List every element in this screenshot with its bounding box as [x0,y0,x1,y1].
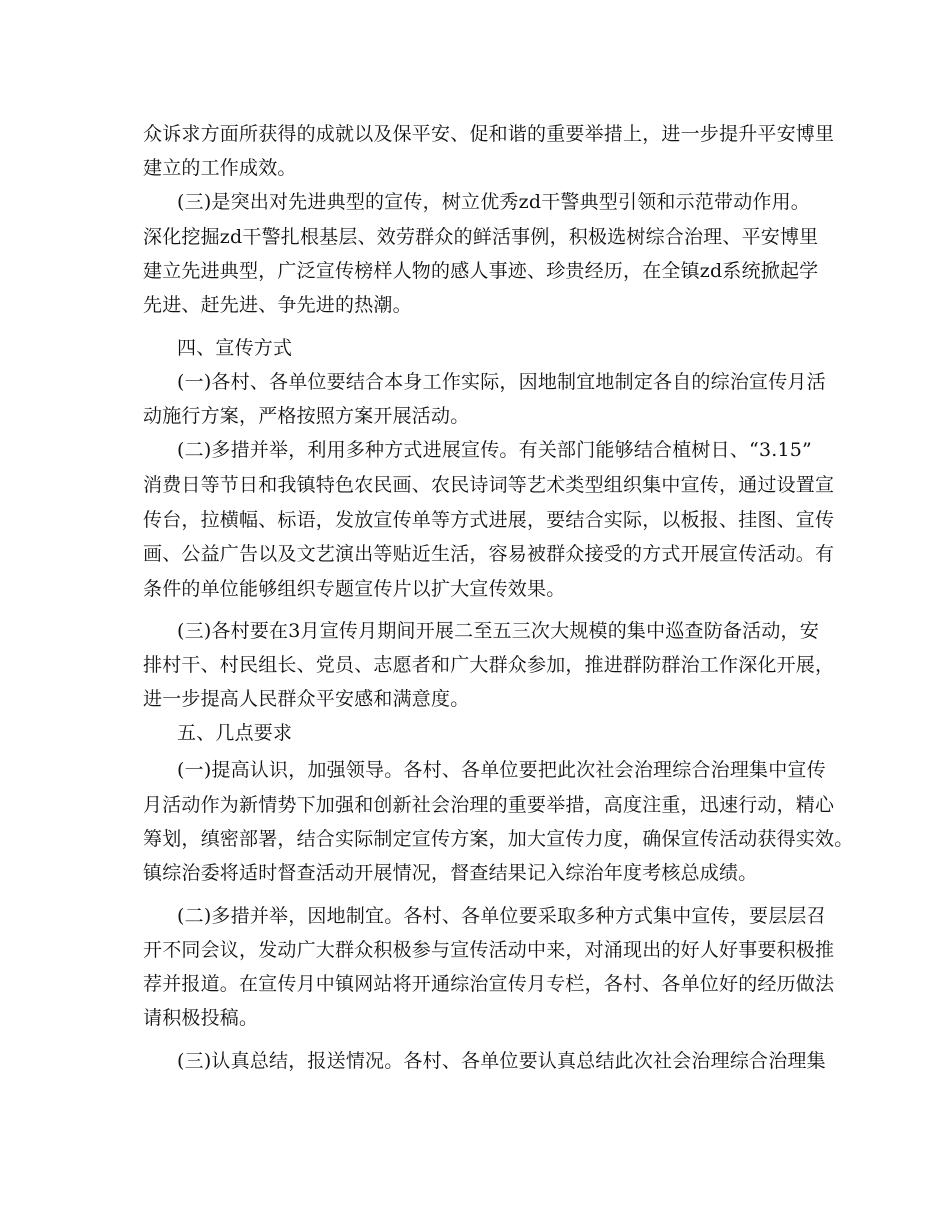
text-line: 先进、赶先进、争先进的热潮。 [143,294,412,316]
text-line: 动施行方案，严格按照方案开展活动。 [143,405,470,427]
section-heading: 五、几点要求 [177,722,293,744]
paragraph-start-line: (三)是突出对先进典型的宣传，树立优秀zd干警典型引领和示范带动作用。 [177,191,810,213]
text-line: 月活动作为新情势下加强和创新社会治理的重要举措，高度注重，迅速行动，精心 [143,794,835,816]
text-line: 请积极投稿。 [143,1007,259,1029]
text-line: 深化挖掘zd干警扎根基层、效劳群众的鲜活事例，积极选树综合治理、平安博里 [143,226,819,248]
paragraph-start-line: (三)各村要在3月宣传月期间开展二至五三次大规模的集中巡查防备活动，安 [177,620,819,642]
section-heading: 四、宣传方式 [177,337,293,359]
paragraph-start-line: (二)多措并举，因地制宜。各村、各单位要采取多种方式集中宣传，要层层召 [177,905,826,927]
paragraph-start-line: (三)认真总结，报送情况。各村、各单位要认真总结此次社会治理综合治理集 [177,1050,826,1072]
text-line: 镇综治委将适时督查活动开展情况，督查结果记入综治年度考核总成绩。 [143,862,758,884]
text-line: 开不同会议，发动广大群众积极参与宣传活动中来，对涌现出的好人好事要积极推 [143,939,835,961]
text-line: 进一步提高人民群众平安感和满意度。 [143,688,470,710]
text-line: 画、公益广告以及文艺演出等贴近生活，容易被群众接受的方式开展宣传活动。有 [143,543,835,565]
paragraph-start-line: (一)各村、各单位要结合本身工作实际，因地制宜地制定各自的综治宣传月活 [177,371,826,393]
text-line: 建立先进典型，广泛宣传榜样人物的感人事迹、珍贵经历，在全镇zd系统掀起学 [143,260,819,282]
text-line: 建立的工作成效。 [143,157,297,179]
text-line: 传台，拉横幅、标语，发放宣传单等方式进展，要结合实际，以板报、挂图、宣传 [143,509,835,531]
text-line: 条件的单位能够组织专题宣传片以扩大宣传效果。 [143,578,566,600]
text-line: 排村干、村民组长、党员、志愿者和广大群众参加，推进群防群治工作深化开展， [143,654,835,676]
text-line: 消费日等节日和我镇特色农民画、农民诗词等艺术类型组织集中宣传，通过设置宣 [143,474,835,496]
paragraph-start-line: (二)多措并举，利用多种方式进展宣传。有关部门能够结合植树日、“3.15” [177,439,812,461]
text-line: 荐并报道。在宣传月中镇网站将开通综治宣传月专栏，各村、各单位好的经历做法 [143,973,835,995]
paragraph-start-line: (一)提高认识，加强领导。各村、各单位要把此次社会治理综合治理集中宣传 [177,759,826,781]
text-line: 筹划，缜密部署，结合实际制定宣传方案，加大宣传力度，确保宣传活动获得实效。 [143,828,854,850]
text-line: 众诉求方面所获得的成就以及保平安、促和谐的重要举措上，进一步提升平安博里 [143,123,835,145]
